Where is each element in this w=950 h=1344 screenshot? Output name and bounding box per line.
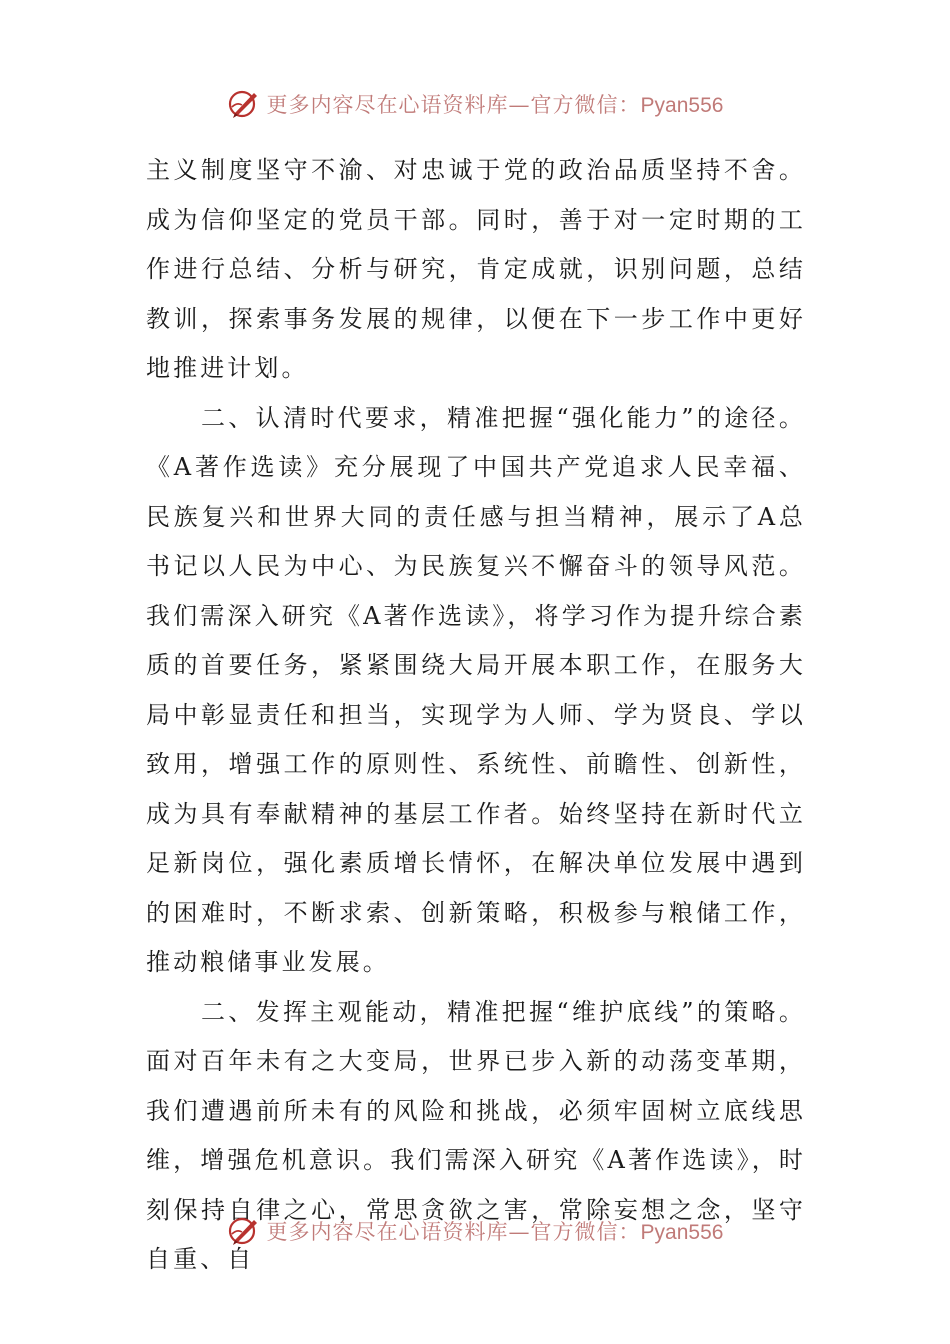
footer-wechat-id: Pyan556	[640, 1221, 724, 1244]
document-body	[146, 146, 806, 1285]
header-wechat-id: Pyan556	[640, 94, 724, 117]
header-banner	[0, 84, 950, 124]
paragraph-2: 二、认清时代要求，精准把握“强化能力”的途径。《A著作选读》充分展现了中国共产党追求人民幸福、民族复兴和世界大同的责任感与担当精神，展示了A总书记以人民为中心、为民族复兴不懈奋斗的领导风范。我们需深入研究《A著作选读》，将学习作为提升综合素质的首要任务，紧紧围绕大局开展本职工作，在服务大局中彰显责任和担当，实现学为人师、学为贤良、学以致用，增强工作的原则性、系统性、前瞻性、创新性，成为具有奉献精神的基层工作者。始终坚持在新时代立足新岗位，强化素质增长情怀，在解决单位发展中遇到的困难时，不断求索、创新策略，积极参与粮储工作，推动粮储事业发展。	[146, 403, 806, 976]
paragraph-1: 主义制度坚守不渝、对忠诚于党的政治品质坚持不舍。成为信仰坚定的党员干部。同时，善于对一定时期的工作进行总结、分析与研究，肯定成就，识别问题，总结教训，探索事务发展的规律，以便在下一步工作中更好地推进计划。	[146, 156, 806, 382]
header-banner-text: 更多内容尽在心语资料库—官方微信：Pyan556	[266, 93, 724, 117]
footer-banner	[0, 1211, 950, 1251]
pen-logo-icon	[227, 87, 261, 121]
footer-banner-text: 更多内容尽在心语资料库—官方微信：Pyan556	[266, 1220, 724, 1244]
paragraph-3: 二、发挥主观能动，精准把握“维护底线”的策略。面对百年未有之大变局，世界已步入新的动荡变革期，我们遭遇前所未有的风险和挑战，必须牢固树立底线思维，增强危机意识。我们需深入研究《A著作选读》，时刻保持自律之心，常思贪欲之害，常除妄想之念，坚守自重、自	[146, 997, 806, 1273]
pen-logo-icon	[227, 1214, 261, 1248]
